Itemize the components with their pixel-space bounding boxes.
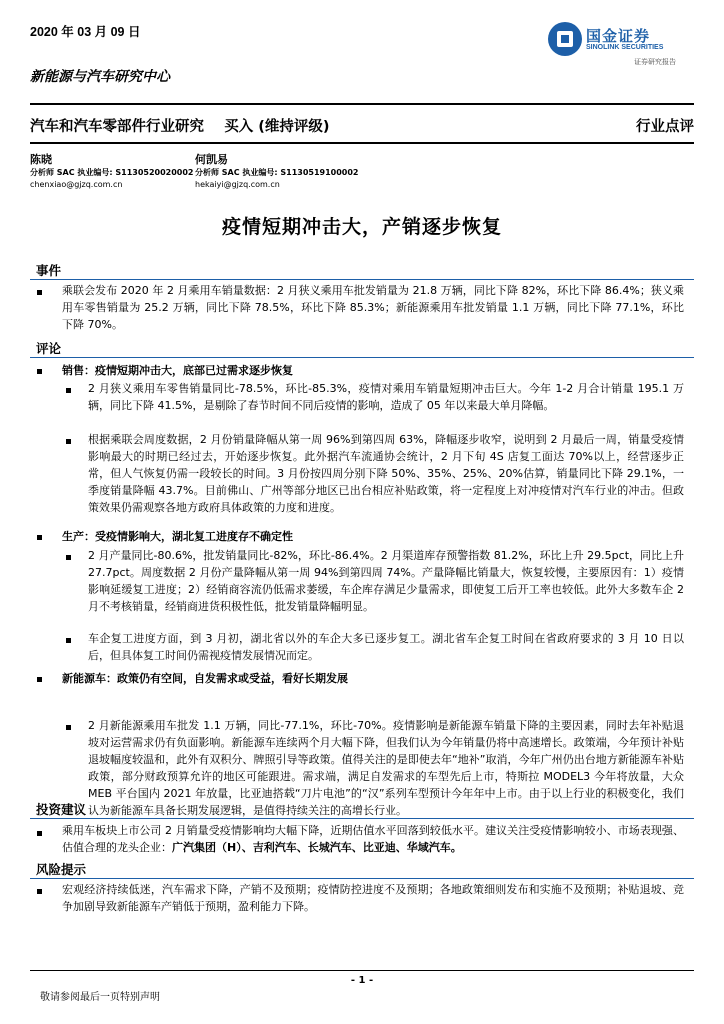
advice-text: 乘用车板块上市公司 2 月销量受疫情影响均大幅下降，近期估值水平回落到较低水平。建议关注受疫情影响较小、市场表现强、估值合理的龙头企业： — [62, 824, 684, 854]
bullet-icon — [37, 369, 42, 374]
report-type: 行业点评 — [636, 119, 694, 135]
section-heading-advice: 投资建议 — [36, 802, 87, 817]
author-name: 陈晓 — [30, 153, 52, 166]
author-license: 分析师 SAC 执业编号: S1130519100002 — [195, 168, 359, 177]
author-1 — [30, 152, 194, 191]
report-heading: 汽车和汽车零部件行业研究 买入 (维持评级) — [30, 119, 330, 135]
section-heading-risk: 风险提示 — [36, 862, 87, 877]
nev-paragraph: 2 月新能源乘用车批发 1.1 万辆，同比-77.1%，环比-70%。疫情影响是新能源车销量下降的主要因素，同时去年补贴退坡对运营需求仍有负面影响。新能源车连续两个月大幅下降，但我们认为今年销量仍将中高速增长。政策端，今年预计补贴退坡幅度较温和，此外有双积分、牌照引导等政策。值得关注的是即使去年“地补”取消，今年广州仍出台地方新能源车补贴政策，部分财政预算允许的地区可能跟进。需求端，满足自发需求的车型先后上市，特斯拉 MODEL3 今年将放量，大众 MEB 平台国内 2021 年放量，比亚迪搭载“刀片电池”的“汉”系列车型预计今年年中上市。由于以上行业的积极变化，我们认为新能源车具备长期发展逻辑，是值得持续关注的高增长行业。 — [88, 719, 684, 817]
bullet-icon — [37, 677, 42, 682]
production-paragraph-1: 2 月产量同比-80.6%，批发销量同比-82%，环比-86.4%。2 月渠道库存预警指数 81.2%，环比上升 29.5pct，同比上升 27.7pct。周度数据 2 月份产量降幅从第一周 94%到第四周 74%。产量降幅比销量大，恢复较慢，主要原因有：1）疫情影响延缓复工进度；2）经销商容流仍低需求萎缓，车企库存满足少量需求，即使复工后开工率也较低。此外大多数车企 2 月不考核销量，经销商进货积极性低，批发销量降幅明显。 — [88, 549, 685, 613]
logo-mark-icon — [548, 22, 582, 56]
section-rule — [30, 878, 694, 879]
bullet-icon — [66, 388, 71, 393]
risk-paragraph: 宏观经济持续低迷，汽车需求下降，产销不及预期；疫情防控进度不及预期；各地政策细则发布和实施不及预期；补贴退坡、竞争加剧导致新能源车产销低于预期，盈利能力下降。 — [62, 883, 684, 913]
logo-subtitle: 证券研究报告 — [634, 58, 676, 66]
production-paragraph-2: 车企复工进度方面，到 3 月初，湖北省以外的车企大多已逐步复工。湖北省车企复工时间在省政府要求的 3 月 10 日以后，但具体复工时间仍需视疫情发展情况而定。 — [88, 632, 684, 662]
section-rule — [30, 818, 694, 819]
author-email[interactable]: hekaiyi@gjzq.com.cn — [195, 180, 280, 189]
research-center: 新能源与汽车研究中心 — [30, 69, 170, 85]
footer-divider — [30, 970, 694, 971]
page-number: - 1 - — [350, 975, 374, 986]
author-license: 分析师 SAC 执业编号: S1130520020002 — [30, 168, 194, 177]
author-email[interactable]: chenxiao@gjzq.com.cn — [30, 180, 123, 189]
advice-companies: 广汽集团（H）、吉利汽车、长城汽车、比亚迪、华域汽车。 — [172, 841, 462, 854]
bullet-icon — [66, 439, 71, 444]
subheading-production: 生产：受疫情影响大，湖北复工进度存不确定性 — [62, 530, 293, 543]
bullet-icon — [37, 831, 42, 836]
company-logo — [548, 22, 698, 68]
bullet-icon — [37, 889, 42, 894]
report-title: 疫情短期冲击大，产销逐步恢复 — [221, 216, 502, 238]
section-heading-comment: 评论 — [36, 341, 62, 356]
bullet-icon — [37, 290, 42, 295]
bullet-icon — [37, 535, 42, 540]
bullet-icon — [66, 725, 71, 730]
bullet-icon — [66, 638, 71, 643]
section-heading-event: 事件 — [36, 263, 62, 278]
bullet-icon — [66, 555, 71, 560]
author-name: 何凯易 — [195, 153, 228, 166]
header-divider — [30, 103, 694, 105]
subheading-nev: 新能源车：政策仍有空间，自发需求或受益，看好长期发展 — [62, 672, 348, 685]
disclaimer-note: 敬请参阅最后一页特别声明 — [40, 992, 160, 1003]
logo-name-cn: 国金证券 — [586, 27, 651, 45]
event-paragraph: 乘联会发布 2020 年 2 月乘用车销量数据：2 月狭义乘用车批发销量为 21.8 万辆，同比下降 82%，环比下降 86.4%；狭义乘用车零售销量为 25.2 万辆，同比下降 78.5%，环比下降 85.3%；新能源乘用车批发销量 1.1 万辆，同比下降 77.1%，环比下降 70%。 — [62, 284, 684, 331]
header-divider-2 — [30, 142, 694, 144]
report-date: 2020 年 03 月 09 日 — [30, 25, 141, 39]
sales-paragraph-2: 根据乘联会周度数据，2 月份销量降幅从第一周 96%到第四周 63%，降幅逐步收窄，说明到 2 月最后一周，销量受疫情影响最大的时期已经过去，开始逐步恢复。此外据汽车流通协会统计，2 月下旬 4S 店复工面达 70%以上，经营逐步正常，但人气恢复仍需一段较长的时间。3 月份按四周分别下降 50%、35%、25%、20%估算，销量同比下降 29.1%，一季度销量降幅 43.7%。目前佛山、广州等部分地区已出台相应补贴政策，将一定程度上对冲疫情对汽车行业的冲击。但政策效果仍需观察各地方政府具体政策的力度和进度。 — [88, 433, 684, 514]
section-rule — [30, 357, 694, 358]
advice-paragraph — [62, 822, 684, 856]
subheading-sales: 销售：疫情短期冲击大，底部已过需求逐步恢复 — [62, 364, 293, 377]
logo-name-en: SINOLINK SECURITIES — [586, 44, 664, 51]
author-2 — [195, 152, 359, 191]
sales-paragraph-1: 2 月狭义乘用车零售销量同比-78.5%，环比-85.3%，疫情对乘用车销量短期冲击巨大。今年 1-2 月合计销量 195.1 万辆，同比下降 41.5%，是剔除了春节时间不同后疫情的影响，造成了 05 年以来最大单月降幅。 — [88, 382, 684, 412]
section-rule — [30, 279, 694, 280]
